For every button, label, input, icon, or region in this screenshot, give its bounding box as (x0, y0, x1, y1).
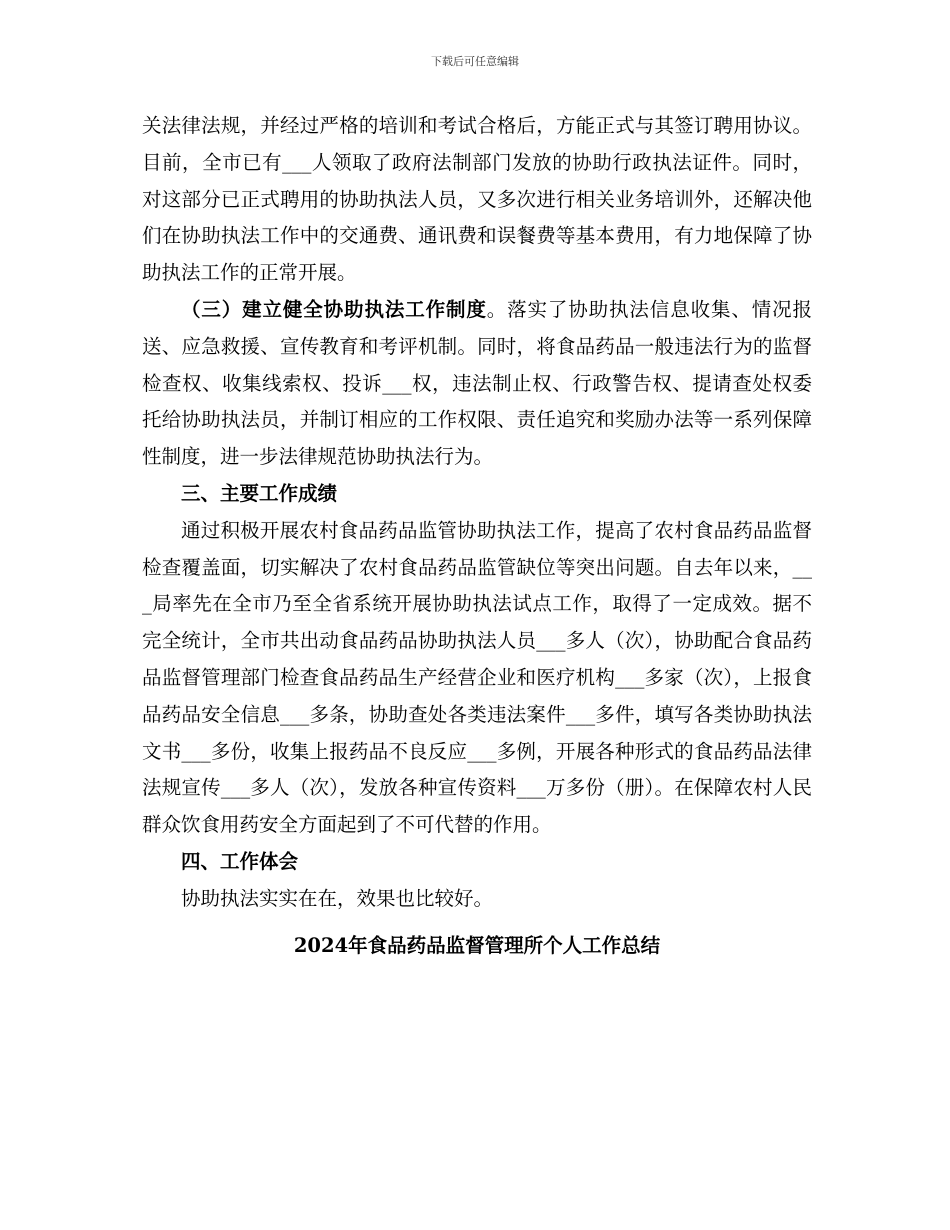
header-note: 下载后可任意编辑 (431, 55, 519, 68)
paragraph-4: 协助执法实实在在，效果也比较好。 (181, 886, 494, 910)
paragraph-1: 关法律法规，并经过严格的培训和考试合格后，方能正式与其签订聘用协议。目前，全市已有___人领取了政府法制部门发放的协助行政执法证件。同时，对这部分已正式聘用的协助执法人员，又多次进行相关业务培训外，还解决他们在协助执法工作中的交通费、通讯费和误餐费等基本费用，有力地保障了协助执法工作的正常开展。 (142, 114, 812, 285)
next-document-title: 2024年食品药品监督管理所个人工作总结 (293, 933, 661, 957)
document-body (142, 108, 812, 964)
paragraph-2 (142, 292, 812, 476)
section-3-subheading: （三）建立健全协助执法工作制度 (181, 297, 487, 321)
section-heading-4: 四、工作体会 (181, 849, 299, 873)
paragraph-3: 通过积极开展农村食品药品监管协助执法工作，提高了农村食品药品监督检查覆盖面，切实解决了农村食品药品监管缺位等突出问题。自去年以来，___局率先在全市乃至全省系统开展协助执法试点工作，取得了一定成效。据不完全统计，全市共出动食品药品协助执法人员___多人（次），协助配合食品药品监督管理部门检查食品药品生产经营企业和医疗机构___多家（次），上报食品药品安全信息___多条，协助查处各类违法案件___多件，填写各类协助执法文书___多份，收集上报药品不良反应___多例，开展各种形式的食品药品法律法规宣传___多人（次），发放各种宣传资料___万多份（册）。在保障农村人民群众饮食用药安全方面起到了不可代替的作用。 (142, 518, 812, 837)
paragraph-2-text: 。落实了协助执法信息收集、情况报送、应急救援、宣传教育和考评机制。同时，将食品药品一般违法行为的监督检查权、收集线索权、投诉___权，违法制止权、行政警告权、提请查处权委托给协助执法员，并制订相应的工作权限、责任追究和奖励办法等一系列保障性制度，进一步法律规范协助执法行为。 (142, 297, 812, 469)
section-heading-3: 三、主要工作成绩 (181, 481, 338, 505)
